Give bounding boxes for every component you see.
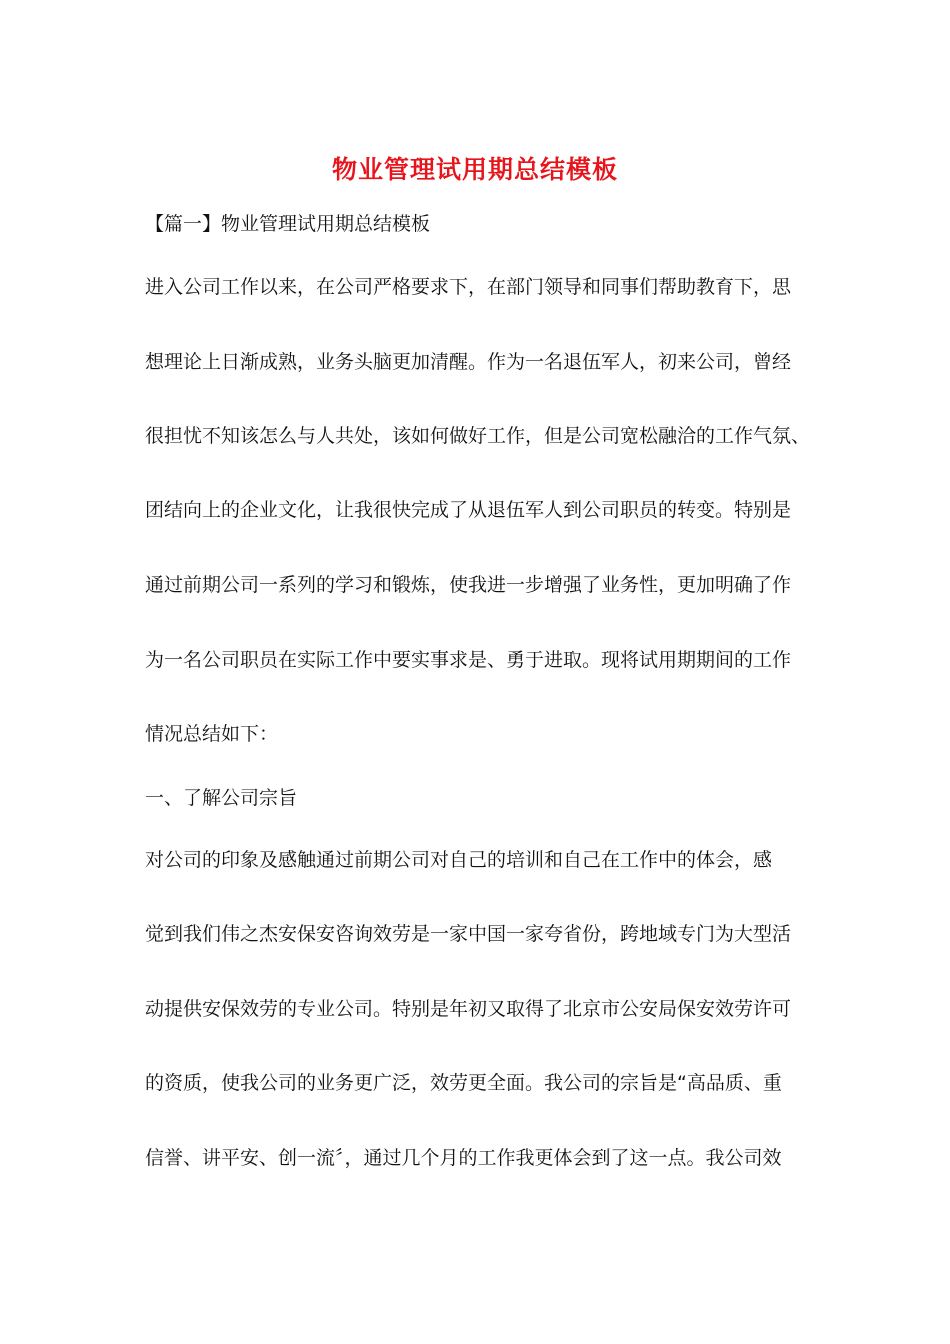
paragraph-line: 进入公司工作以来，在公司严格要求下，在部门领导和同事们帮助教育下，思 bbox=[145, 276, 792, 298]
paragraph-line: 动提供安保效劳的专业公司。特别是年初又取得了北京市公安局保安效劳许可 bbox=[145, 998, 792, 1020]
paragraph-line: 觉到我们伟之杰安保安咨询效劳是一家中国一家夸省份，跨地域专门为大型活 bbox=[145, 923, 792, 945]
document-title: 物业管理试用期总结模板 bbox=[331, 155, 618, 184]
section-heading: 【篇一】物业管理试用期总结模板 bbox=[145, 213, 431, 235]
paragraph-line: 对公司的印象及感触通过前期公司对自己的培训和自己在工作中的体会，感 bbox=[145, 849, 773, 871]
paragraph-line: 团结向上的企业文化，让我很快完成了从退伍军人到公司职员的转变。特别是 bbox=[145, 499, 792, 521]
paragraph-line: 为一名公司职员在实际工作中要实事求是、勇于进取。现将试用期期间的工作 bbox=[145, 649, 792, 671]
paragraph-line: 情况总结如下： bbox=[145, 723, 279, 745]
paragraph-line: 信誉、讲平安、创一流〞，通过几个月的工作我更体会到了这一点。我公司效 bbox=[145, 1147, 782, 1169]
subsection-heading: 一、了解公司宗旨 bbox=[145, 787, 298, 809]
paragraph-line: 通过前期公司一系列的学习和锻炼，使我进一步增强了业务性，更加明确了作 bbox=[145, 574, 792, 596]
paragraph-line: 很担忧不知该怎么与人共处，该如何做好工作，但是公司宽松融洽的工作气氛、 bbox=[145, 425, 811, 447]
paragraph-line: 想理论上日渐成熟，业务头脑更加清醒。作为一名退伍军人，初来公司，曾经 bbox=[145, 351, 792, 373]
paragraph-line: 的资质，使我公司的业务更广泛，效劳更全面。我公司的宗旨是“高品质、重 bbox=[145, 1072, 782, 1094]
